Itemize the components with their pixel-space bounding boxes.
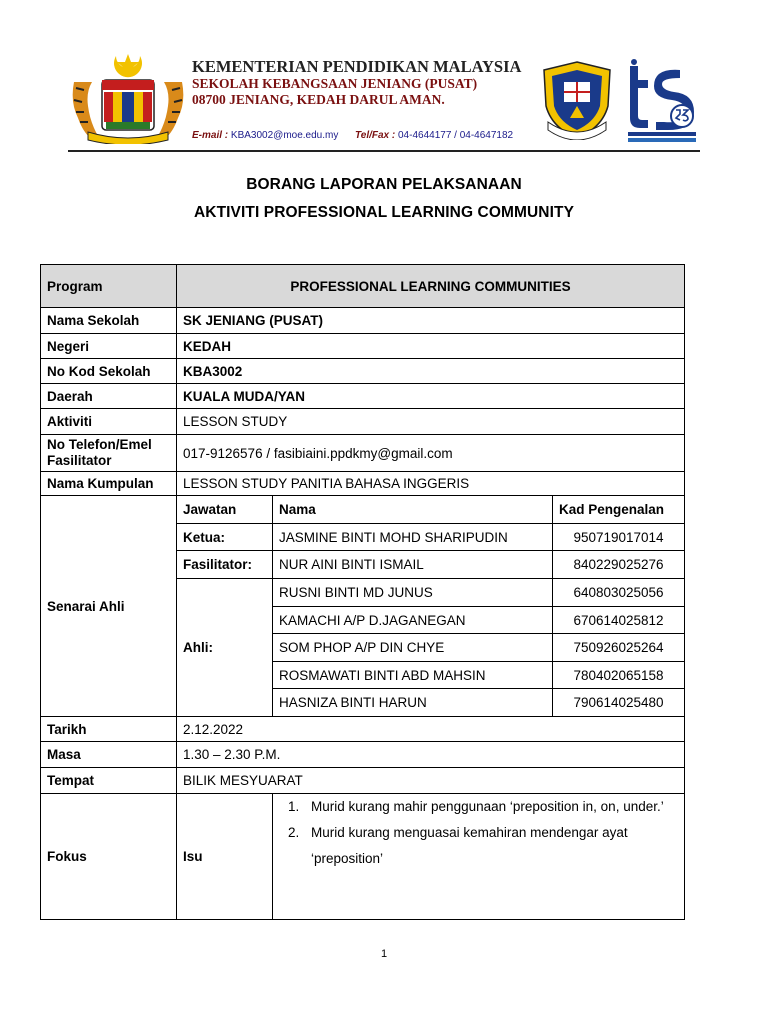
letterhead bbox=[68, 52, 700, 152]
row-sekolah bbox=[41, 308, 685, 334]
kumpulan-value: LESSON STUDY PANITIA BAHASA INGGERIS bbox=[177, 472, 685, 496]
school-address: 08700 JENIANG, KEDAH DARUL AMAN. bbox=[192, 91, 445, 107]
row-telefon bbox=[41, 435, 685, 472]
program-label: Program bbox=[41, 265, 177, 308]
row-negeri bbox=[41, 334, 685, 359]
member-name: NUR AINI BINTI ISMAIL bbox=[273, 551, 553, 579]
form-title-line-1: BORANG LAPORAN PELAKSANAAN bbox=[246, 176, 522, 193]
row-program bbox=[41, 265, 685, 308]
kod-label: No Kod Sekolah bbox=[41, 359, 177, 384]
tempat-value: BILIK MESYUARAT bbox=[177, 768, 685, 794]
member-name: HASNIZA BINTI HARUN bbox=[273, 689, 553, 717]
member-ic: 790614025480 bbox=[553, 689, 685, 717]
isu-content bbox=[273, 794, 685, 920]
member-ic: 750926025264 bbox=[553, 634, 685, 662]
member-role-ahli: Ahli: bbox=[177, 579, 273, 717]
member-ic: 670614025812 bbox=[553, 607, 685, 634]
row-aktiviti bbox=[41, 409, 685, 435]
masa-value: 1.30 – 2.30 P.M. bbox=[177, 742, 685, 768]
letterhead-contact bbox=[192, 130, 513, 141]
aktiviti-label: Aktiviti bbox=[41, 409, 177, 435]
letterhead-divider bbox=[68, 150, 700, 152]
ministry-name: KEMENTERIAN PENDIDIKAN MALAYSIA bbox=[192, 57, 522, 76]
member-name: RUSNI BINTI MD JUNUS bbox=[273, 579, 553, 607]
negeri-label: Negeri bbox=[41, 334, 177, 359]
school-crest-icon bbox=[540, 60, 614, 140]
member-name: JASMINE BINTI MOHD SHARIPUDIN bbox=[273, 524, 553, 551]
row-kumpulan bbox=[41, 472, 685, 496]
issue-item: 2. Murid kurang menguasai kemahiran mendengar ayat ‘preposition’ bbox=[303, 820, 678, 872]
masa-label: Masa bbox=[41, 742, 177, 768]
members-header-jawatan: Jawatan bbox=[177, 496, 273, 524]
member-ic: 840229025276 bbox=[553, 551, 685, 579]
members-header-kad: Kad Pengenalan bbox=[553, 496, 685, 524]
kumpulan-label: Nama Kumpulan bbox=[41, 472, 177, 496]
tarikh-value: 2.12.2022 bbox=[177, 717, 685, 742]
school-name: SEKOLAH KEBANGSAAN JENIANG (PUSAT) bbox=[192, 76, 478, 92]
issue-list bbox=[279, 794, 678, 872]
members-header-nama: Nama bbox=[273, 496, 553, 524]
form-title-line-2: AKTIVITI PROFESSIONAL LEARNING COMMUNITY bbox=[193, 204, 575, 221]
tarikh-label: Tarikh bbox=[41, 717, 177, 742]
tel-value: 04-4644177 / 04-4647182 bbox=[398, 130, 514, 141]
aktiviti-value: LESSON STUDY bbox=[177, 409, 685, 435]
malaysia-crest-icon bbox=[68, 52, 188, 144]
tel-label: Tel/Fax : bbox=[355, 130, 396, 141]
letterhead-text bbox=[192, 58, 532, 107]
member-role-fasilitator: Fasilitator: bbox=[177, 551, 273, 579]
ts25-logo-icon bbox=[624, 58, 700, 144]
sekolah-value: SK JENIANG (PUSAT) bbox=[177, 308, 685, 334]
members-header-row bbox=[41, 496, 685, 524]
row-daerah bbox=[41, 384, 685, 409]
member-name: KAMACHI A/P D.JAGANEGAN bbox=[273, 607, 553, 634]
member-role-ketua: Ketua: bbox=[177, 524, 273, 551]
email-label: E-mail : bbox=[192, 130, 229, 141]
isu-label: Isu bbox=[177, 794, 273, 920]
row-tempat bbox=[41, 768, 685, 794]
report-form-table bbox=[40, 264, 685, 920]
email-value: KBA3002@moe.edu.my bbox=[230, 130, 339, 141]
kod-value: KBA3002 bbox=[177, 359, 685, 384]
daerah-value: KUALA MUDA/YAN bbox=[177, 384, 685, 409]
row-masa bbox=[41, 742, 685, 768]
member-ic: 950719017014 bbox=[553, 524, 685, 551]
telefon-label: No Telefon/Emel Fasilitator bbox=[41, 435, 177, 472]
member-ic: 640803025056 bbox=[553, 579, 685, 607]
fokus-label: Fokus bbox=[41, 794, 177, 920]
member-name: SOM PHOP A/P DIN CHYE bbox=[273, 634, 553, 662]
page-number: 1 bbox=[380, 948, 388, 960]
sekolah-label: Nama Sekolah bbox=[41, 308, 177, 334]
program-value: PROFESSIONAL LEARNING COMMUNITIES bbox=[177, 265, 685, 308]
member-name: ROSMAWATI BINTI ABD MAHSIN bbox=[273, 662, 553, 689]
senarai-ahli-label: Senarai Ahli bbox=[41, 496, 177, 717]
telefon-value: 017-9126576 / fasibiaini.ppdkmy@gmail.com bbox=[177, 435, 685, 472]
negeri-value: KEDAH bbox=[177, 334, 685, 359]
row-tarikh bbox=[41, 717, 685, 742]
daerah-label: Daerah bbox=[41, 384, 177, 409]
row-kod bbox=[41, 359, 685, 384]
tempat-label: Tempat bbox=[41, 768, 177, 794]
row-fokus bbox=[41, 794, 685, 920]
member-ic: 780402065158 bbox=[553, 662, 685, 689]
issue-item: 1. Murid kurang mahir penggunaan ‘preposition in, on, under.’ bbox=[303, 794, 678, 820]
